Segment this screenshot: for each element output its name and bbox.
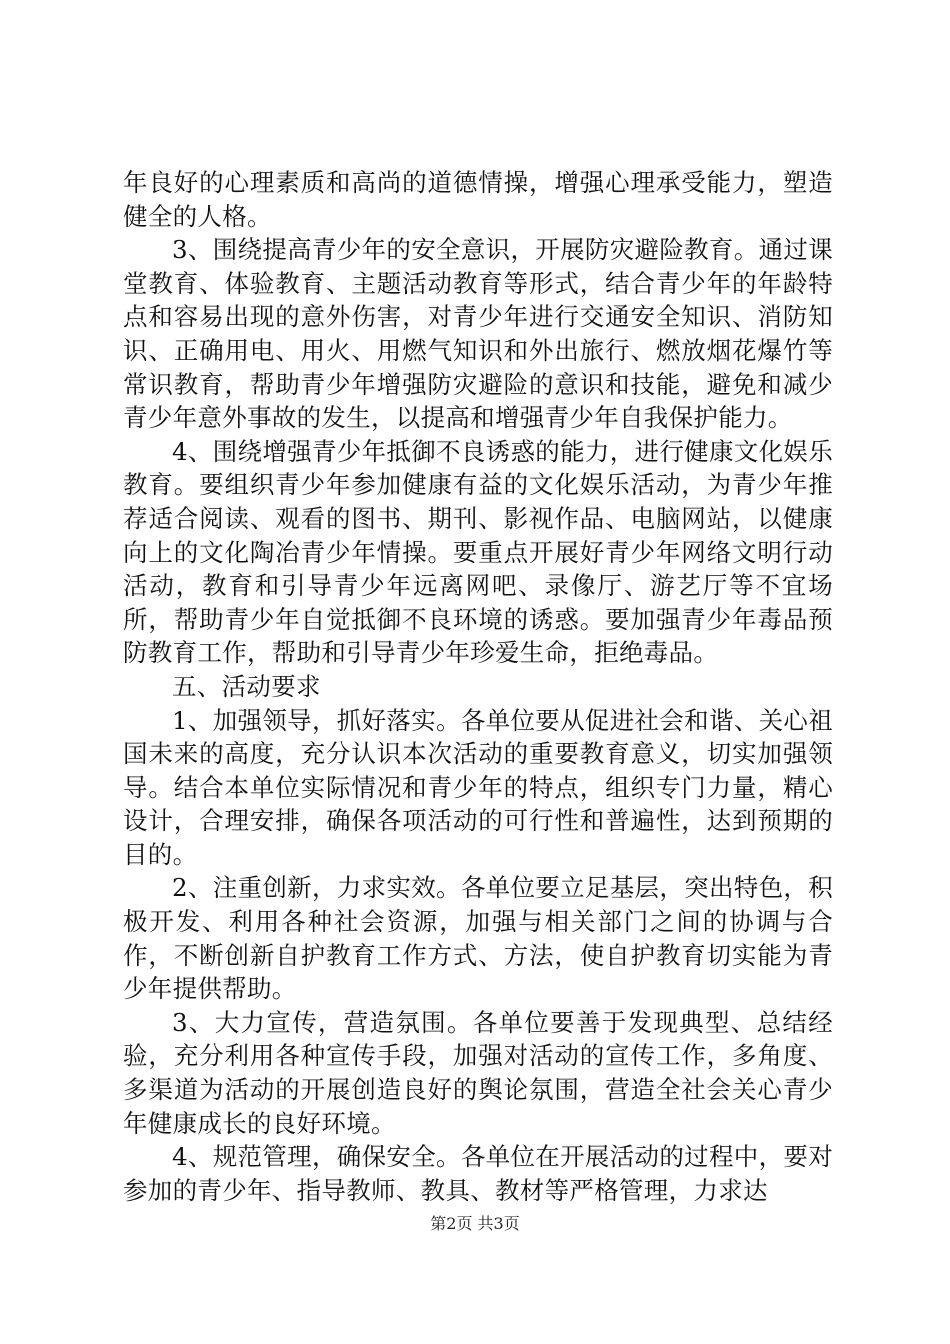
page-number-footer: 第2页 共3页 bbox=[430, 1214, 520, 1233]
paragraph-continuation: 年良好的心理素质和高尚的道德情操，增强心理承受能力，塑造健全的人格。 bbox=[123, 168, 833, 231]
paragraph-item-3-safety: 3、围绕提高青少年的安全意识，开展防灾避险教育。通过课堂教育、体验教育、主题活动教育等形式，结合青少年的年龄特点和容易出现的意外伤害，对青少年进行交通安全知识、消防知识、正确用电、用火、用燃气知识和外出旅行、燃放烟花爆竹等常识教育，帮助青少年增强防灾避险的意识和技能，避免和减少青少年意外事故的发生，以提高和增强青少年自我保护能力。 bbox=[123, 235, 833, 433]
section-heading-requirements: 五、活动要求 bbox=[172, 671, 321, 701]
paragraph-item-4-entertainment: 4、围绕增强青少年抵御不良诱惑的能力，进行健康文化娱乐教育。要组织青少年参加健康有益的文化娱乐活动，为青少年推荐适合阅读、观看的图书、期刊、影视作品、电脑网站，以健康向上的文化陶冶青少年情操。要重点开展好青少年网络文明行动活动，教育和引导青少年远离网吧、录像厅、游艺厅等不宜场所，帮助青少年自觉抵御不良环境的诱惑。要加强青少年毒品预防教育工作，帮助和引导青少年珍爱生命，拒绝毒品。 bbox=[123, 436, 833, 668]
paragraph-req-4-management: 4、规范管理，确保安全。各单位在开展活动的过程中，要对参加的青少年、指导教师、教具、教材等严格管理，力求达 bbox=[123, 1142, 833, 1205]
document-body bbox=[123, 166, 833, 1207]
paragraph-req-2-innovation: 2、注重创新，力求实效。各单位要立足基层，突出特色，积极开发、利用各种社会资源，加强与相关部门之间的协调与合作，不断创新自护教育工作方式、方法，使自护教育切实能为青少年提供帮助。 bbox=[123, 873, 833, 1004]
paragraph-req-1-leadership: 1、加强领导，抓好落实。各单位要从促进社会和谐、关心祖国未来的高度，充分认识本次活动的重要教育意义，切实加强领导。结合本单位实际情况和青少年的特点，组织专门力量，精心设计，合理安排，确保各项活动的可行性和普遍性，达到预期的目的。 bbox=[123, 705, 833, 869]
paragraph-req-3-publicity: 3、大力宣传，营造氛围。各单位要善于发现典型、总结经验，充分利用各种宣传手段，加强对活动的宣传工作，多角度、多渠道为活动的开展创造良好的舆论氛围，营造全社会关心青少年健康成长的良好环境。 bbox=[123, 1007, 833, 1138]
